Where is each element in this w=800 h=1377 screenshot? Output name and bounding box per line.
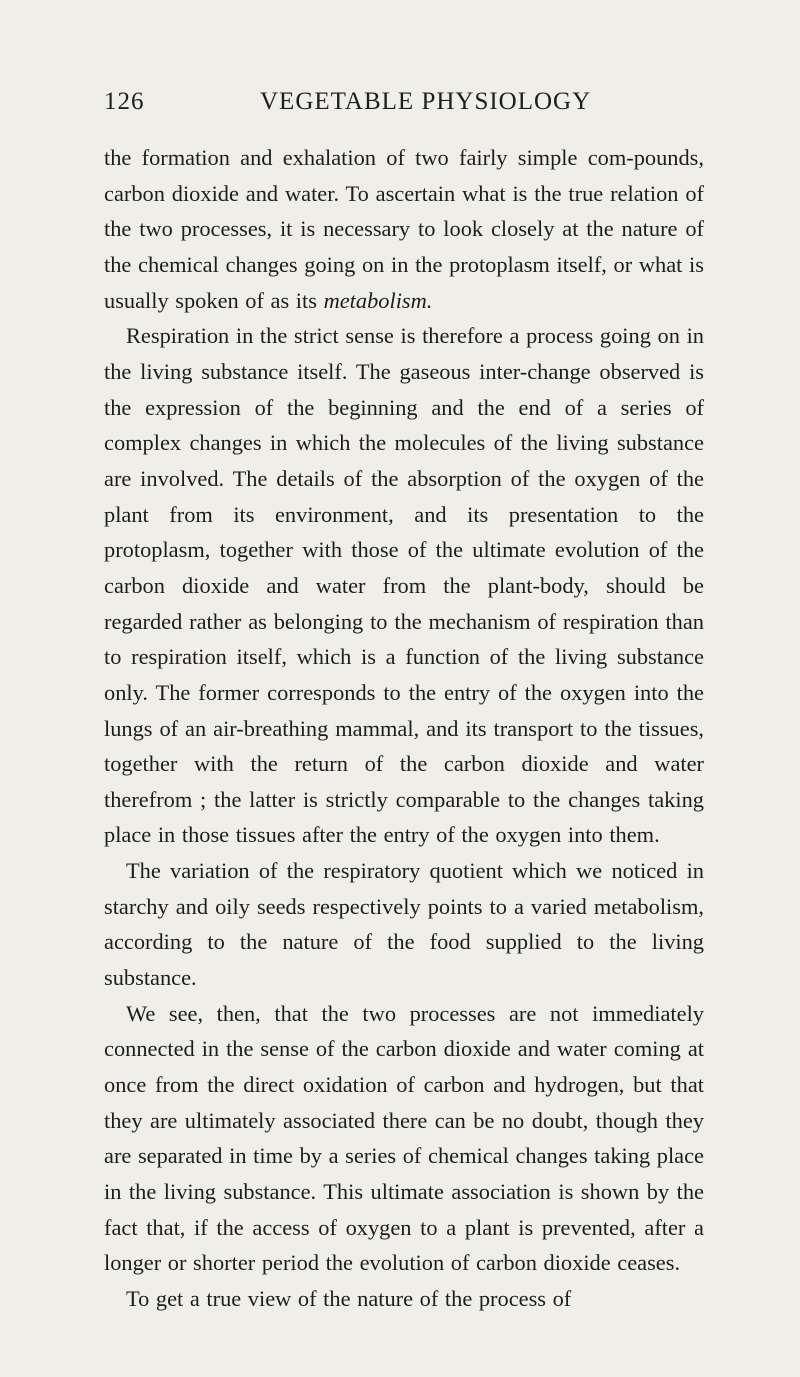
body-text — [104, 140, 704, 1317]
page-number: 126 — [104, 88, 145, 115]
paragraph-2: Respiration in the strict sense is therefore a process going on in the living substance itself. The gaseous inter-change observed is the expression of the beginning and the end of a series of complex changes in which the molecules of the living substance are involved. The details of the absorption of the oxygen of the plant from its environment, and its presentation to the protoplasm, together with those of the ultimate evolution of the carbon dioxide and water from the plant-body, should be regarded rather as belonging to the mechanism of respiration than to respiration itself, which is a function of the living substance only. The former corresponds to the entry of the oxygen into the lungs of an air-breathing mammal, and its transport to the tissues, together with the return of the carbon dioxide and water therefrom ; the latter is strictly comparable to the changes taking place in those tissues after the entry of the oxygen into them. — [104, 323, 704, 848]
paragraph-4: We see, then, that the two processes are not immediately connected in the sense of the carbon dioxide and water coming at once from the direct oxidation of carbon and hydrogen, but that they are ultimately associated there can be no doubt, though they are separated in time by a series of chemical changes taking place in the living substance. This ultimate association is shown by the fact that, if the access of oxygen to a plant is prevented, after a longer or shorter period the evolution of carbon dioxide ceases. — [104, 1000, 704, 1276]
paragraph-3: The variation of the respiratory quotient which we noticed in starchy and oily seeds respectively points to a varied metabolism, according to the nature of the food supplied to the living substance. — [104, 858, 704, 991]
italic-term-metabolism: metabolism. — [323, 287, 433, 313]
running-title: VEGETABLE PHYSIOLOGY — [260, 88, 592, 115]
paragraph-1-text: the formation and exhalation of two fairly simple com-pounds, carbon dioxide and water. To ascertain what is the true relation of the two processes, it is necessary to look closely at the nature of the chemical changes going on in the protoplasm itself, or what is usually spoken of as its — [104, 145, 704, 313]
paragraph-1 — [104, 140, 704, 318]
running-head — [104, 88, 704, 122]
paragraph-5: To get a true view of the nature of the process of — [126, 1286, 572, 1311]
